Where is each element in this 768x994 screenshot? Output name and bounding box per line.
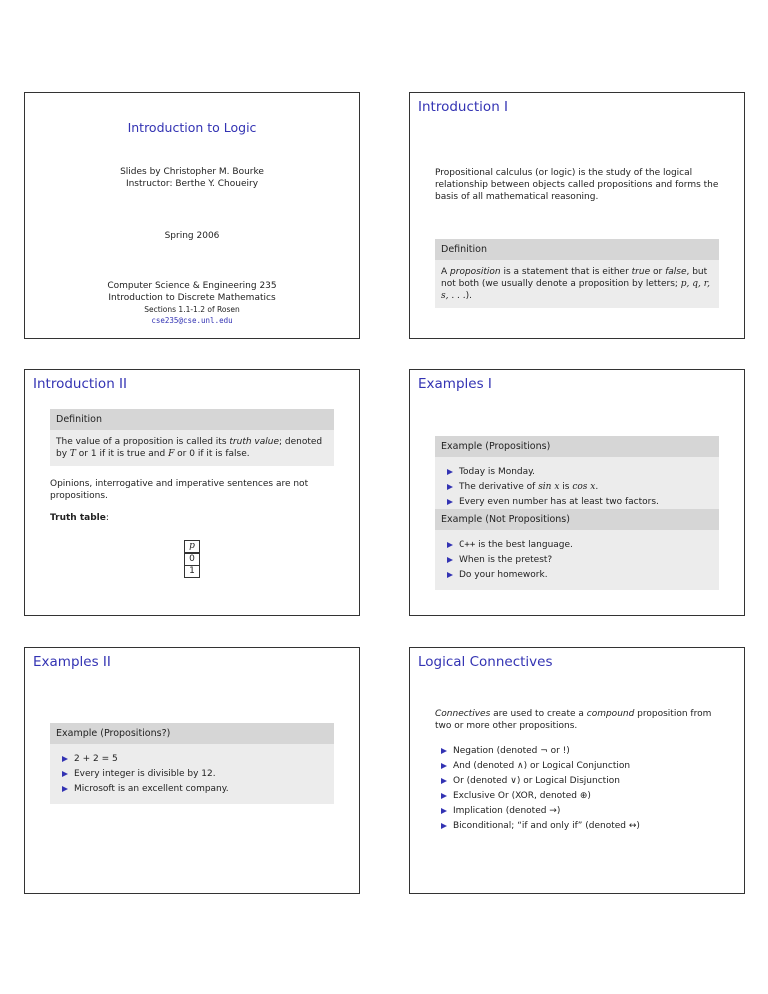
list-item: 2 + 2 = 5 — [62, 753, 328, 765]
example-block-propositions — [435, 436, 719, 517]
slide-title — [24, 92, 360, 339]
definition-block — [50, 409, 334, 466]
frame-title: Introduction I — [418, 99, 509, 115]
frame-title: Examples I — [418, 376, 492, 392]
slide-introduction-2 — [24, 369, 360, 616]
email-link[interactable]: cse235@cse.unl.edu — [151, 316, 233, 325]
list-item-or: Or (denoted ∨) or Logical Disjunction — [441, 775, 719, 787]
term-connectives: Connectives — [435, 709, 491, 719]
truth-table-wrap — [25, 540, 359, 578]
list-item-negation: Negation (denoted ¬ or !) — [441, 745, 719, 757]
frame-title: Logical Connectives — [418, 654, 553, 670]
table-row: 0 — [185, 553, 200, 566]
truth-table-label: Truth table: — [50, 513, 109, 523]
frame-title: Examples II — [33, 654, 111, 670]
math-letters: p, q, r, s, . . . — [441, 279, 710, 301]
table-row: 1 — [185, 566, 200, 578]
block-title: Example (Propositions?) — [50, 723, 334, 744]
paragraph: Connectives are used to create a compound proposition from two or more other propositions. — [435, 709, 712, 731]
list-item-implication: Implication (denoted →) — [441, 805, 719, 817]
list-item: The derivative of sin x is cos x. — [447, 481, 713, 493]
institute-info — [25, 280, 359, 326]
definition-block — [435, 239, 719, 308]
block-title: Definition — [50, 409, 334, 430]
list-item: When is the pretest? — [447, 554, 713, 566]
example-block-not-propositions — [435, 509, 719, 590]
block-title: Example (Not Propositions) — [435, 509, 719, 530]
list-item-xor: Exclusive Or (XOR, denoted ⊕) — [441, 790, 719, 802]
block-title: Example (Propositions) — [435, 436, 719, 457]
slide-introduction-1 — [409, 92, 745, 339]
list-item-and: And (denoted ∧) or Logical Conjunction — [441, 760, 719, 772]
frame-title: Introduction II — [33, 376, 128, 392]
list-item-biconditional: Biconditional; “if and only if” (denoted ↔) — [441, 820, 719, 832]
list-item: Today is Monday. — [447, 466, 713, 478]
slide-examples-1 — [409, 369, 745, 616]
table-header: p — [189, 541, 195, 551]
block-body — [50, 744, 334, 804]
list-item: Microsoft is an excellent company. — [62, 783, 328, 795]
block-title: Definition — [435, 239, 719, 260]
block-body — [435, 457, 719, 517]
term-proposition: proposition — [450, 267, 501, 277]
term-truth-value: truth value — [229, 437, 280, 447]
list-item: Every even number has at least two factors. — [447, 496, 713, 508]
example-block-propositions-question — [50, 723, 334, 804]
presentation-title: Introduction to Logic — [127, 120, 257, 135]
author: Slides by Christopher M. Bourke — [120, 167, 264, 177]
truth-table — [184, 540, 200, 578]
block-body: The value of a proposition is called its truth value; denoted by T or 1 if it is true and F or 0 if it is false. — [50, 430, 334, 466]
date: Spring 2006 — [164, 231, 220, 241]
sections: Sections 1.1-1.2 of Rosen — [144, 305, 240, 314]
block-body — [435, 530, 719, 590]
list-item: Every integer is divisible by 12. — [62, 768, 328, 780]
paragraph: Opinions, interrogative and imperative sentences are not propositions. — [50, 479, 309, 501]
connectives-list — [435, 742, 719, 835]
paragraph: Propositional calculus (or logic) is the study of the logical relationship between objects called propositions and forms the basis of all mathematical reasoning. — [435, 168, 719, 202]
course-name: Introduction to Discrete Mathematics — [108, 293, 276, 303]
block-body: A proposition is a statement that is either true or false, but not both (we usually denote a proposition by letters; p, q, r, s, . . .). — [435, 260, 719, 308]
list-item: Do your homework. — [447, 569, 713, 581]
course: Computer Science & Engineering 235 — [107, 281, 277, 291]
list-item: C++ is the best language. — [447, 539, 713, 551]
author-info — [25, 166, 359, 190]
slide-examples-2 — [24, 647, 360, 894]
slide-logical-connectives — [409, 647, 745, 894]
instructor: Instructor: Berthe Y. Choueiry — [125, 179, 259, 189]
